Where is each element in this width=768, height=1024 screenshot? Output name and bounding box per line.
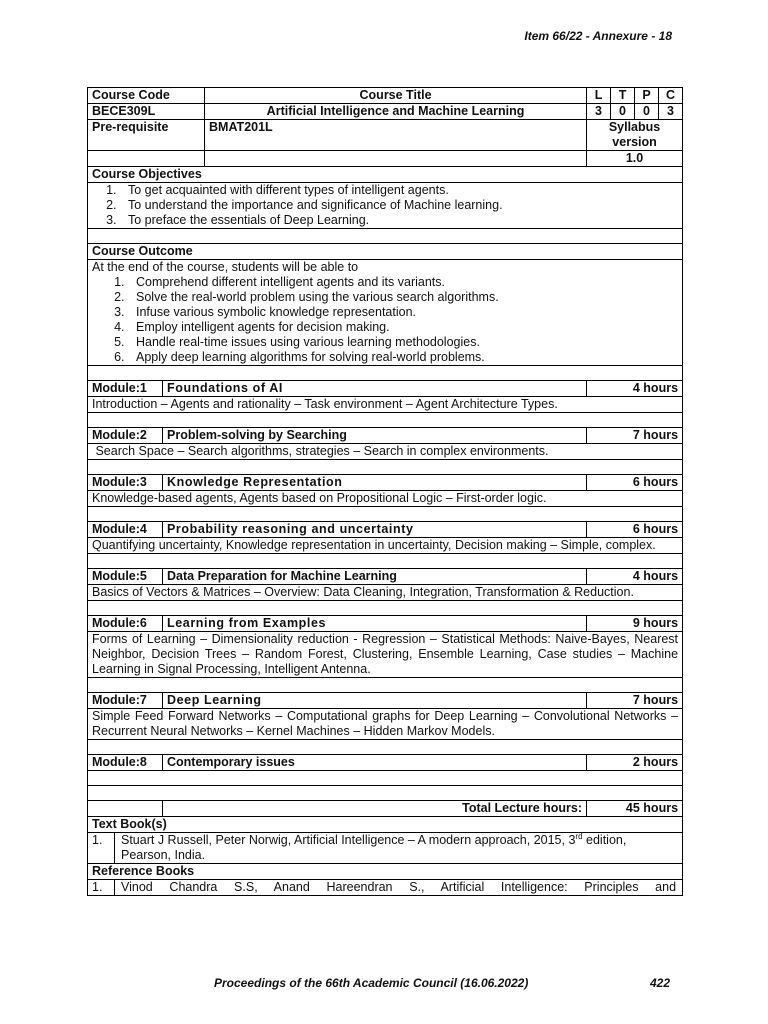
references-heading: Reference Books bbox=[88, 864, 683, 880]
l-value: 3 bbox=[587, 104, 611, 120]
textbook-text-b: edition, Pearson, India. bbox=[121, 833, 627, 862]
p-label: P bbox=[635, 88, 659, 104]
footer-page-number: 422 bbox=[650, 976, 671, 990]
module-content: Knowledge-based agents, Agents based on Propositional Logic – First-order logic. bbox=[88, 491, 683, 507]
module-label: Module:4 bbox=[88, 522, 163, 538]
module-hours: 6 hours bbox=[587, 522, 683, 538]
footer-proceedings: Proceedings of the 66th Academic Council (16.06.2022) bbox=[214, 976, 529, 990]
outcome-item: 2. Solve the real-world problem using the various search algorithms. bbox=[128, 290, 678, 305]
objective-item: 3. To preface the essentials of Deep Learning. bbox=[120, 213, 678, 228]
c-value: 3 bbox=[659, 104, 683, 120]
module-title: Deep Learning bbox=[163, 693, 587, 709]
module-title: Probability reasoning and uncertainty bbox=[163, 522, 587, 538]
t-value: 0 bbox=[611, 104, 635, 120]
module-label: Module:5 bbox=[88, 569, 163, 585]
module-label: Module:3 bbox=[88, 475, 163, 491]
module-content: Simple Feed Forward Networks – Computational graphs for Deep Learning – Convolutional Networks – Recurrent Neural Networks – Kernel Machines – Hidden Markov Models. bbox=[88, 709, 683, 740]
outcome-item: 6. Apply deep learning algorithms for solving real-world problems. bbox=[128, 350, 678, 365]
course-code-label: Course Code bbox=[88, 88, 205, 104]
module-hours: 2 hours bbox=[587, 755, 683, 771]
t-label: T bbox=[611, 88, 635, 104]
module-label: Module:2 bbox=[88, 428, 163, 444]
reference-number: 1. bbox=[88, 880, 115, 895]
module-title: Problem-solving by Searching bbox=[163, 428, 587, 444]
module-content: Forms of Learning – Dimensionality reduction - Regression – Statistical Methods: Naive-Bayes, Nearest Neighbor, Decision Trees – Random Forest, Clustering, Ensemble Learning, Case studies – Machine Learning in Signal Processing, Intelligent Antenna. bbox=[88, 632, 683, 678]
module-title: Data Preparation for Machine Learning bbox=[163, 569, 587, 585]
textbook-number: 1. bbox=[88, 833, 115, 863]
module-label: Module:7 bbox=[88, 693, 163, 709]
module-hours: 6 hours bbox=[587, 475, 683, 491]
module-title: Contemporary issues bbox=[163, 755, 587, 771]
syllabus-version-label: Syllabus version bbox=[587, 120, 683, 151]
header-reference: Item 66/22 - Annexure - 18 bbox=[524, 29, 672, 43]
outcome-item: 5. Handle real-time issues using various learning methodologies. bbox=[128, 335, 678, 350]
outcome-cell bbox=[88, 260, 683, 366]
outcome-item: 4. Employ intelligent agents for decision making. bbox=[128, 320, 678, 335]
module-hours: 7 hours bbox=[587, 693, 683, 709]
total-hours-value: 45 hours bbox=[587, 801, 683, 817]
objectives-heading: Course Objectives bbox=[88, 167, 683, 183]
course-code: BECE309L bbox=[88, 104, 205, 120]
p-value: 0 bbox=[635, 104, 659, 120]
outcome-item: 3. Infuse various symbolic knowledge representation. bbox=[128, 305, 678, 320]
objective-item: 1. To get acquainted with different types of intelligent agents. bbox=[120, 183, 678, 198]
module-title: Knowledge Representation bbox=[163, 475, 587, 491]
syllabus-table bbox=[87, 87, 683, 896]
course-title-label: Course Title bbox=[205, 88, 587, 104]
c-label: C bbox=[659, 88, 683, 104]
course-title: Artificial Intelligence and Machine Learning bbox=[205, 104, 587, 120]
l-label: L bbox=[587, 88, 611, 104]
module-label: Module:8 bbox=[88, 755, 163, 771]
module-label: Module:1 bbox=[88, 381, 163, 397]
module-hours: 9 hours bbox=[587, 616, 683, 632]
syllabus-version-value: 1.0 bbox=[587, 151, 683, 167]
module-title: Foundations of AI bbox=[163, 381, 587, 397]
outcome-intro: At the end of the course, students will be able to bbox=[92, 260, 359, 274]
objectives-list-cell bbox=[88, 183, 683, 229]
module-content: Quantifying uncertainty, Knowledge representation in uncertainty, Decision making – Simple, complex. bbox=[88, 538, 683, 554]
outcome-item: 1. Comprehend different intelligent agents and its variants. bbox=[128, 275, 678, 290]
module-content: Basics of Vectors & Matrices – Overview: Data Cleaning, Integration, Transformation & Reduction. bbox=[88, 585, 683, 601]
module-hours: 7 hours bbox=[587, 428, 683, 444]
prereq-value: BMAT201L bbox=[205, 120, 587, 151]
prereq-label: Pre-requisite bbox=[88, 120, 205, 151]
module-label: Module:6 bbox=[88, 616, 163, 632]
module-hours: 4 hours bbox=[587, 569, 683, 585]
textbook-sup: rd bbox=[575, 831, 583, 841]
outcome-heading: Course Outcome bbox=[88, 244, 683, 260]
module-content: Search Space – Search algorithms, strategies – Search in complex environments. bbox=[88, 444, 683, 460]
textbooks-heading: Text Book(s) bbox=[88, 817, 683, 833]
module-title: Learning from Examples bbox=[163, 616, 587, 632]
textbook-entry bbox=[115, 833, 683, 863]
module-content: Introduction – Agents and rationality – Task environment – Agent Architecture Types. bbox=[88, 397, 683, 413]
total-hours-label: Total Lecture hours: bbox=[163, 801, 587, 817]
textbook-text-a: Stuart J Russell, Peter Norwig, Artificial Intelligence – A modern approach, 2015, 3 bbox=[121, 833, 576, 847]
reference-entry: Vinod Chandra S.S, Anand Hareendran S., Artificial Intelligence: Principles and bbox=[121, 880, 677, 894]
objective-item: 2. To understand the importance and significance of Machine learning. bbox=[120, 198, 678, 213]
module-hours: 4 hours bbox=[587, 381, 683, 397]
module-content bbox=[88, 771, 683, 786]
